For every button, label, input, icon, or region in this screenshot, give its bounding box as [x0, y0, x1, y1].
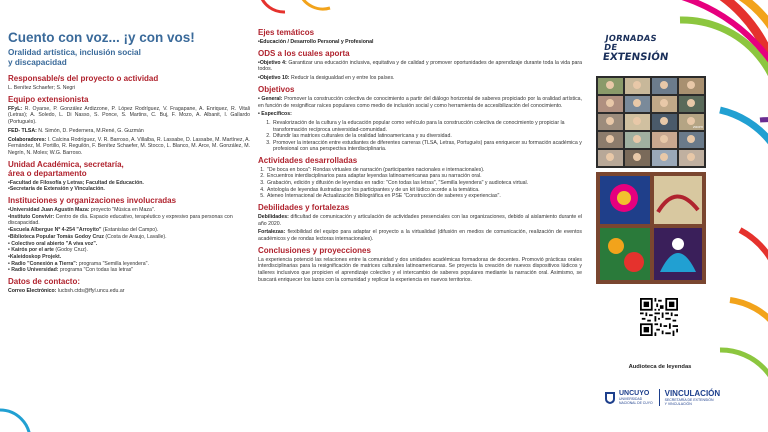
objetivo-general: • General: Promover la construcción colectiva de conocimiento a partir del diálogo horizontal de saberes propiciado por la oralidad artística, en función de resignificar raíces populares como medio de inclusión social y como herramienta de accesibilización del conocimiento.	[258, 95, 582, 109]
zoom-label: zoom	[693, 124, 703, 129]
list-item: • Kairós por el arte (Godoy Cruz).	[8, 247, 88, 254]
footer-logos	[604, 389, 720, 406]
instituciones-heading: Instituciones y organizaciones involucradas	[8, 196, 177, 206]
ejes-text: •Educación / Desarrollo Personal y Profesional	[258, 39, 374, 45]
equipo-fed: FED- TLSA: N. Simón, D. Pedernera, M.René, G. Guzmán	[8, 127, 144, 134]
list-item: 2. Encuentros interdisciplinarios para adaptar leyendas latinoamericanas para su narración oral.	[266, 173, 582, 180]
fortalezas-text: Fortalezas: flexibilidad del equipo para adaptar el proyecto a la virtualidad (difusión en medios de comunicación, realización de eventos académicos y de rondas lectoras internacionales).	[258, 229, 582, 242]
actividades-list	[258, 167, 582, 200]
uncuyo-logo: UNCUYO UNIVERSIDAD NACIONAL DE CUYO	[604, 390, 653, 405]
qr-caption: Audioteca de leyendas	[628, 364, 692, 370]
ods-item: •Objetivo 4: Garantizar una educación inclusiva, equitativa y de calidad y promover oportunidades de aprendizaje durante toda la vida para todos.	[258, 59, 582, 73]
contacto-email-row: Correo Electrónico: lucbsh.ctds@ffyl.uncu.edu.ar	[8, 288, 125, 295]
equipo-ffyl: FFyL: R. Oyarse, P. González Ardizzone, P. López Rodríguez, V. Fragapane, A. Enriquez, R. Vitali (Letras); A. Soledo, L. Di Nasso, S. Ponce, S. Martins, C. Buj, F. Mozo, A. Albanit, I. Gallardo (Portugués).	[8, 105, 250, 126]
list-item: 2. Difundir las matrices culturales de la oralidad latinoamericana y su diversidad.	[272, 133, 582, 140]
ods-heading: ODS a los cuales aporta	[258, 48, 350, 58]
ejes-heading: Ejes temáticos	[258, 28, 315, 37]
list-item: •Escuela Albergue Nº 4-254 "Arroyito" (Estanislao del Campo).	[8, 227, 159, 234]
debilidades-text: Debilidades: dificultad de comunicación y articulación de actividades presenciales con las organizaciones, debido al aislamiento durante el año 2020.	[258, 213, 582, 227]
left-column	[6, 30, 250, 297]
list-item: •Kaleidoskop Projekt.	[8, 253, 62, 260]
jornadas-logo: JORNADAS DE EXTENSIÓN	[601, 33, 670, 63]
vinculacion-logo: VINCULACIÓN SECRETARÍA DE EXTENSIÓN Y VINCULACIÓN	[659, 389, 721, 406]
objetivos-especificos-list	[264, 120, 582, 153]
list-item: •Facultad de Filosofía y Letras; Facultad de Educación.	[8, 179, 144, 186]
list-item: 3. Grabación, edición y difusión de leyendas en radio: "Con todas las letras", "Semilla leyendera" y audioteca virtual.	[266, 180, 582, 187]
list-item: •Secretaría de Extensión y Vinculación.	[8, 186, 105, 193]
debilidades-heading: Debilidades y fortalezas	[258, 202, 350, 212]
zoom-call-photo	[596, 76, 706, 168]
list-item: 4. Antología de leyendas ilustradas por los participantes y de un kit lúdico acorde a la temática.	[266, 187, 582, 194]
list-item: •Universidad Juan Agustín Maza: proyecto "Música en Maza".	[8, 207, 156, 214]
video-grid-thumbnails	[596, 76, 706, 168]
conclusiones-heading: Conclusiones y proyecciones	[258, 245, 371, 255]
list-item: • Radio Universidad: programa "Con todas las letras"	[8, 267, 134, 274]
photo-collage	[596, 76, 706, 286]
poster-title: Cuento con voz... ¡y con vos!	[8, 30, 195, 45]
responsables-text: L. Benítez Schaefer; S. Negri	[8, 85, 76, 91]
illustration-photo	[596, 172, 706, 284]
middle-column	[256, 28, 582, 285]
unidad-heading: Unidad Académica, secretaría, área o departamento	[8, 159, 124, 178]
instituciones-list	[8, 207, 250, 274]
list-item: 3. Promover la interacción entre estudiantes de diferentes carreras (TLSA, Letras, Portugués) para enriquecer su formación académica y profesional con una perspectiva interdisciplinaria.	[272, 140, 582, 153]
contacto-heading: Datos de contacto:	[8, 277, 81, 287]
list-item: • Radio "Conexión a Tierra": programa "Semilla leyendera".	[8, 260, 149, 267]
list-item: 1. Revalorización de la cultura y la educación popular como vehículo para la construcción colectiva de conocimiento y propiciar la transformación recíproca universidad-comunidad.	[272, 120, 582, 133]
objetivos-especificos-label: • Específicos:	[258, 111, 292, 118]
equipo-heading: Equipo extensionista	[8, 94, 89, 104]
ods-item: •Objetivo 10: Reducir la desigualdad en y entre los países.	[258, 75, 395, 82]
equipo-colaboradores: Colaboradores: I. Calcina Rodríguez, V. R. Barroso, A. Villalba, R. Lassabe, D. Lassabe, M. Martínez, A. Fernández, M. Portillo, R. Reguilón, F. Benítez Schaefer, M. Stocco, L. Blanco, M. Arce, M. González, M. Negrín, N. Moles; W.G. Barroso.	[8, 136, 250, 156]
list-item: •Biblioteca Popular Tomás Godoy Cruz (Costa de Araujo, Lavalle).	[8, 233, 167, 240]
list-item: 1. "De boca en boca": Rondas virtuales de narración (participantes nacionales e internacionales).	[266, 167, 582, 174]
shield-icon	[604, 391, 616, 405]
qr-code[interactable]	[640, 298, 678, 336]
list-item: 5. Ateneo Internacional de Actualización Bibliográfica en PSE "Construcción de saberes y experiencias".	[266, 193, 582, 200]
unidad-list	[8, 180, 250, 193]
responsables-heading: Responsable/s del proyecto o actividad	[8, 74, 159, 83]
list-item: •Instituto Convivir: Centro de día. Espacio educativo, terapéutico y expresivo para personas con discapacidad.	[8, 213, 233, 227]
poster-subtitle: Oralidad artística, inclusión social y discapacidad	[8, 48, 141, 67]
list-item: • Colectivo oral abierto "A viva voz".	[8, 240, 98, 247]
actividades-heading: Actividades desarrolladas	[258, 155, 358, 165]
contacto-email-link[interactable]: lucbsh.ctds@ffyl.uncu.edu.ar	[57, 288, 125, 295]
conclusiones-text: La experiencia potenció las relaciones entre la comunidad y dos unidades académicas formadoras de docentes. Promovió prácticas orales interdisciplinarias para la resignificación de matrices culturales latinoamericanas. Se proyecta la creación de nuevos dispositivos lúdicos y talleres inclusivos que propicien el aprendizaje colectivo y el intercambio de saberes populares mediante la narración oral. Asimismo, se buscará enriquecer los lazos con la comunidad y replicar la experiencia en nuevos territorios.	[258, 256, 582, 283]
objetivos-heading: Objetivos	[258, 84, 295, 94]
colorful-illustration	[596, 172, 706, 284]
